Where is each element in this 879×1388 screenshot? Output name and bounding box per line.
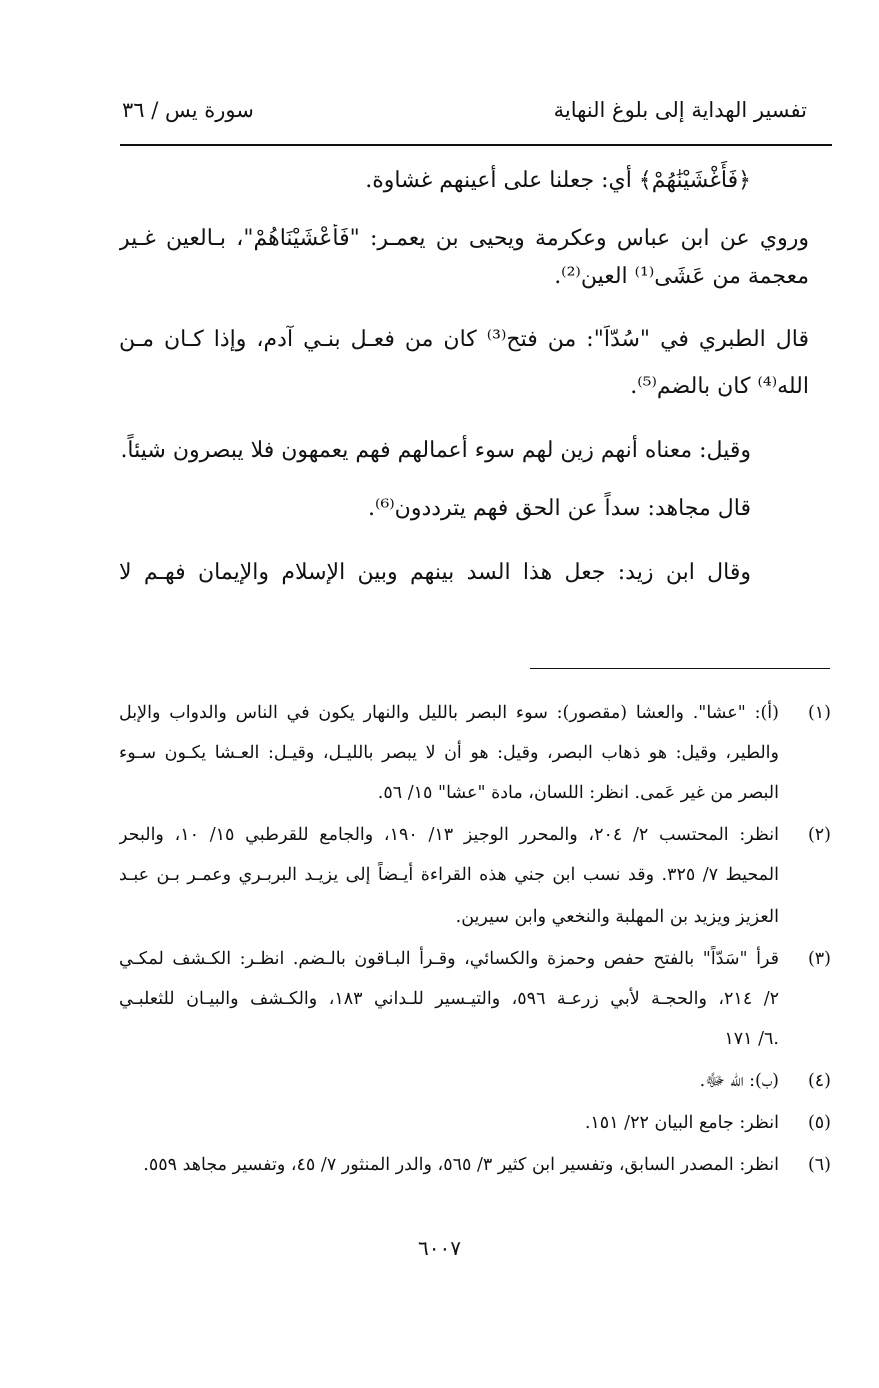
body-line-3: معجمة من عَشَى⁽¹⁾ العين⁽²⁾. (554, 264, 809, 289)
running-header-title: تفسير الهداية إلى بلوغ النهاية (553, 98, 807, 122)
body-line-1: ﴿فَأَغْشَيْنَٰهُمْ﴾ أي: جعلنا على أعينهم غشاوة. (365, 168, 751, 193)
body-line-5: الله⁽⁴⁾ كان بالضم⁽⁵⁾. (630, 374, 809, 399)
footnote-number: (١) (807, 703, 831, 723)
footnote-1-line-1: (أ): "عشا". والعشا (مقصور): سوء البصر بالليل والنهار يكون في الناس والدواب والإبل (119, 703, 779, 723)
footnote-2-line-3: العزيز ويزيد بن المهلبة والنخعي وابن سيرين. (455, 907, 779, 927)
body-line-7: قال مجاهد: سداً عن الحق فهم يترددون⁽⁶⁾. (368, 496, 751, 521)
footnote-1-line-2: والطير، وقيل: هو ذهاب البصر، وقيل: هو أن لا يبصر بالليـل، وقيـل: العـشا يكـون سـوء (119, 743, 779, 763)
footnote-number: (٥) (807, 1113, 831, 1133)
body-line-6: وقيل: معناه أنهم زين لهم سوء أعمالهم فهم يعمهون فلا يبصرون شيئاً. (120, 438, 751, 463)
footnote-3-line-3: ٦/ ١٧١. (724, 1029, 779, 1049)
footnote-1-line-3: البصر من غير عَمى. انظر: اللسان، مادة "عشا" ١٥/ ٥٦. (377, 783, 779, 803)
footnote-number: (٦) (807, 1155, 831, 1175)
body-line-2: وروي عن ابن عباس وعكرمة ويحيى بن يعمـر: "فَأَعْشَيْنَاهُمْ"، بـالعين غـير (119, 226, 809, 251)
footnote-3-line-1: قرأ "سَدّاً" بالفتح حفص وحمزة والكسائي، وقـرأ البـاقون بالـضم. انظـر: الكـشف لمكـي (119, 949, 779, 969)
body-line-8: وقال ابن زيد: جعل هذا السد بينهم وبين الإسلام والإيمان فهـم لا (119, 560, 751, 585)
footnote-5-line-1: انظر: جامع البيان ٢٢/ ١٥١. (584, 1113, 779, 1133)
body-line-4: قال الطبري في "سُدّاً": من فتح⁽³⁾ كان من فعـل بنـي آدم، وإذا كـان مـن (119, 327, 809, 352)
running-header-surah: سورة يس / ٣٦ (122, 98, 254, 122)
footnote-3-line-2: ٢/ ٢١٤، والحجـة لأبي زرعـة ٥٩٦، والتيـسير للـداني ١٨٣، والكـشف والبيـان للثعلبـي (119, 989, 779, 1009)
page-number: ٦٠٠٧ (418, 1236, 461, 1260)
footnote-number: (٣) (807, 949, 831, 969)
footnote-6-line-1: انظر: المصدر السابق، وتفسير ابن كثير ٣/ ٥٦٥، والدر المنثور ٧/ ٤٥، وتفسير مجاهد ٥٥٩. (143, 1155, 779, 1175)
footnote-separator (530, 668, 830, 669)
footnote-2-line-2: المحيط ٧/ ٣٢٥. وقد نسب ابن جني هذه القراءة أيـضاً إلى يزيـد البربـري وعمـر بـن عبـد (119, 865, 779, 885)
footnote-number: (٤) (807, 1071, 831, 1091)
footnote-2-line-1: انظر: المحتسب ٢/ ٢٠٤، والمحرر الوجيز ١٣/ ١٩٠، والجامع للقرطبي ١٥/ ١٠، والبحر (119, 825, 779, 845)
header-rule (120, 144, 832, 146)
footnote-4-line-1: (ب): الله ﷻ. (699, 1071, 779, 1091)
footnote-number: (٢) (807, 825, 831, 845)
